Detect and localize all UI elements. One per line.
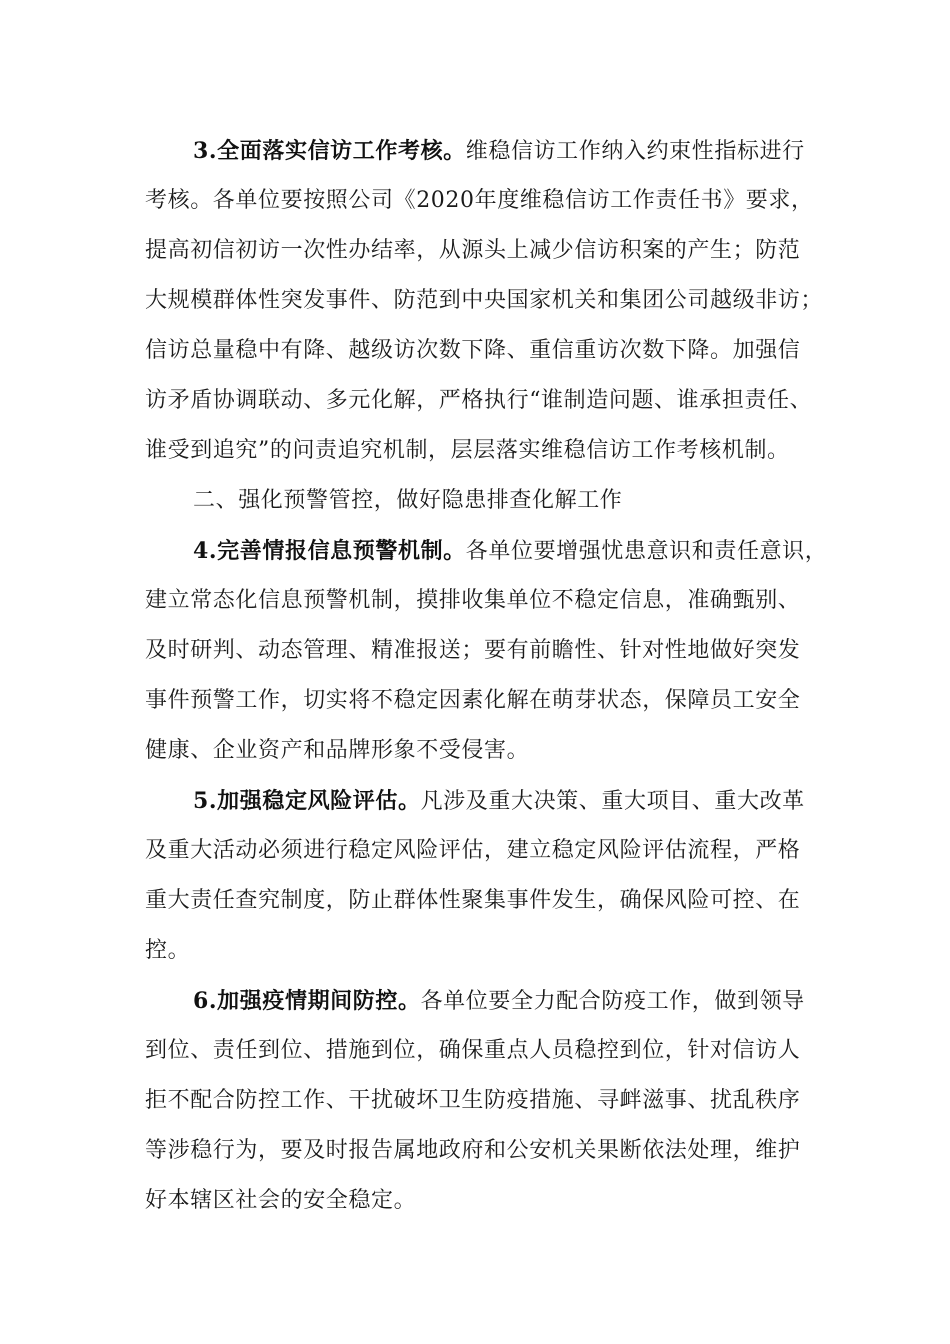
paragraph-5-text: 凡涉及重大决策、重大项目、重大改革 [420, 789, 805, 814]
paragraph-5-heading: 5.加强稳定风险评估。 [193, 788, 421, 814]
paragraph-5-line-1 [193, 787, 815, 816]
paragraph-6-line-3: 拒不配合防控工作、干扰破坏卫生防疫措施、寻衅滋事、扰乱秩序 [145, 1088, 801, 1113]
paragraph-5-line-4: 控。 [145, 938, 191, 963]
paragraph-4-line-5: 健康、企业资产和品牌形象不受侵害。 [145, 738, 530, 763]
paragraph-3-line-6: 访矛盾协调联动、多元化解，严格执行“谁制造问题、谁承担责任、 [145, 388, 813, 413]
section-2-heading: 二、强化预警管控，做好隐患排查化解工作 [193, 488, 623, 513]
paragraph-4-line-3: 及时研判、动态管理、精准报送；要有前瞻性、针对性地做好突发 [145, 638, 801, 663]
paragraph-4-line-4: 事件预警工作，切实将不稳定因素化解在萌芽状态，保障员工安全 [145, 688, 801, 713]
paragraph-4-text: 各单位要增强忧患意识和责任意识， [465, 539, 828, 564]
paragraph-6-line-1 [193, 987, 815, 1016]
paragraph-6-heading: 6.加强疫情期间防控。 [193, 988, 421, 1014]
paragraph-5-line-3: 重大责任查究制度，防止群体性聚集事件发生，确保风险可控、在 [145, 888, 801, 913]
paragraph-5-line-2: 及重大活动必须进行稳定风险评估，建立稳定风险评估流程，严格 [145, 838, 801, 863]
paragraph-4-line-1 [193, 537, 828, 566]
paragraph-6-line-4: 等涉稳行为，要及时报告属地政府和公安机关果断依法处理，维护 [145, 1138, 801, 1163]
paragraph-3-heading: 3.全面落实信访工作考核。 [193, 138, 466, 164]
paragraph-3-line-2: 考核。各单位要按照公司《2020年度维稳信访工作责任书》要求， [145, 188, 814, 213]
paragraph-3-line-4: 大规模群体性突发事件、防范到中央国家机关和集团公司越级非访； [145, 288, 824, 313]
paragraph-4-heading: 4.完善情报信息预警机制。 [193, 538, 466, 564]
paragraph-3-line-3: 提高初信初访一次性办结率，从源头上减少信访积案的产生；防范 [145, 238, 801, 263]
paragraph-4-line-2: 建立常态化信息预警机制，摸排收集单位不稳定信息，准确甄别、 [145, 588, 801, 613]
paragraph-3-line-1 [193, 137, 815, 166]
paragraph-3-line-5: 信访总量稳中有降、越级访次数下降、重信重访次数下降。加强信 [145, 338, 801, 363]
paragraph-3-line-7: 谁受到追究”的问责追究机制，层层落实维稳信访工作考核机制。 [145, 438, 790, 463]
paragraph-6-line-5: 好本辖区社会的安全稳定。 [145, 1188, 417, 1213]
paragraph-6-line-2: 到位、责任到位、措施到位，确保重点人员稳控到位，针对信访人 [145, 1038, 801, 1063]
paragraph-3-text: 维稳信访工作纳入约束性指标进行 [465, 139, 805, 164]
paragraph-6-text: 各单位要全力配合防疫工作，做到领导 [420, 989, 805, 1014]
